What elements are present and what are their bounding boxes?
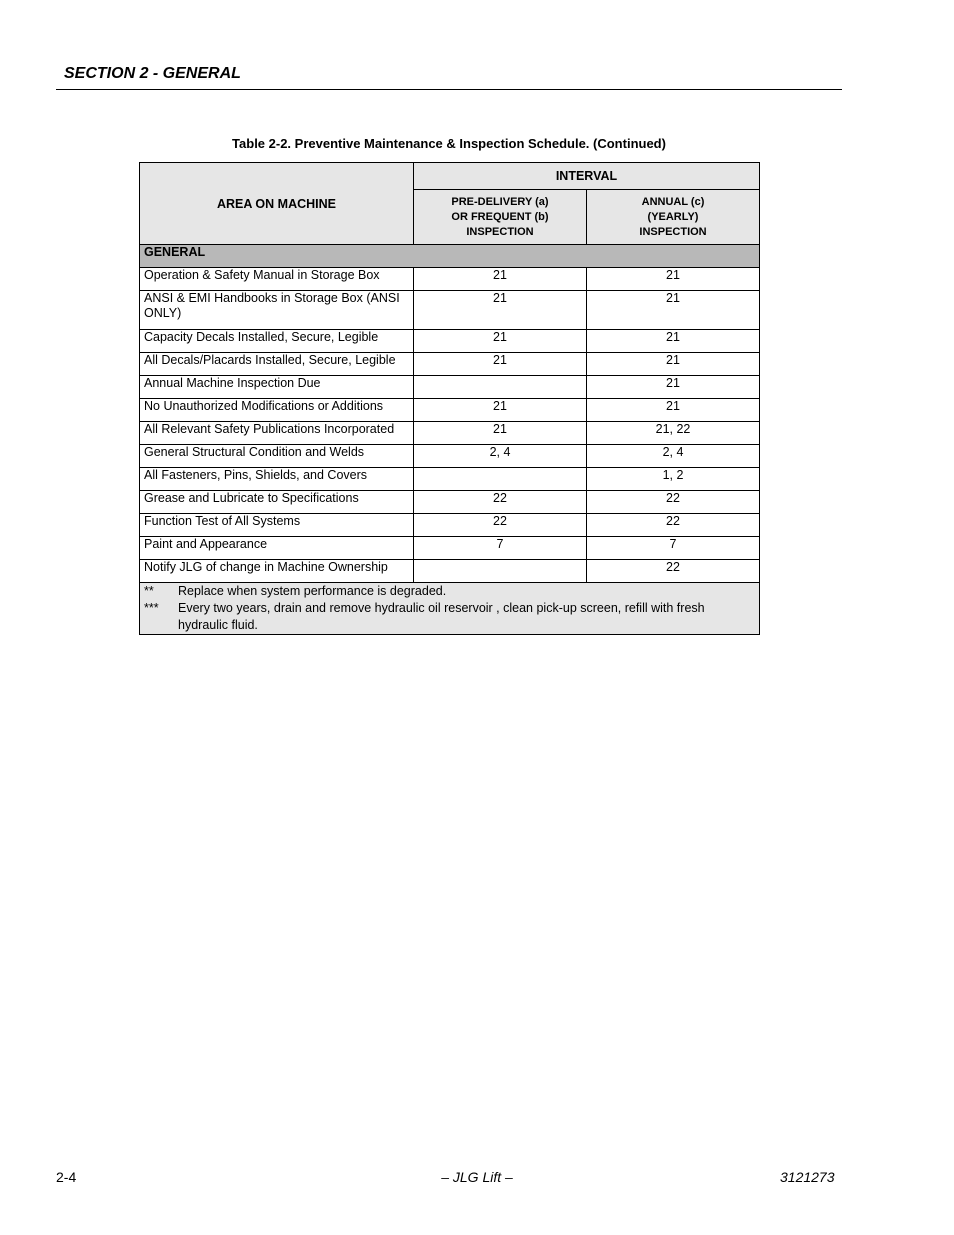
- predelivery-cell: 21: [414, 353, 587, 376]
- table-row: [140, 560, 760, 583]
- predelivery-cell: 22: [414, 514, 587, 537]
- area-cell: Operation & Safety Manual in Storage Box: [140, 268, 414, 291]
- footer-publisher: – JLG Lift –: [441, 1169, 513, 1185]
- annual-line-2: (YEARLY): [647, 210, 699, 223]
- table-row: [140, 353, 760, 376]
- note-line: [144, 583, 755, 600]
- annual-cell: 2, 4: [587, 445, 760, 468]
- predelivery-cell: [414, 376, 587, 399]
- area-cell: All Decals/Placards Installed, Secure, Legible: [140, 353, 414, 376]
- predelivery-line-3: INSPECTION: [466, 225, 534, 238]
- predelivery-line-1: PRE-DELIVERY (a): [451, 195, 549, 208]
- table-row: [140, 399, 760, 422]
- note-text: Every two years, drain and remove hydraulic oil reservoir , clean pick-up screen, refill with fresh hydraulic fluid.: [178, 601, 705, 632]
- table-row: [140, 376, 760, 399]
- note-line: [144, 600, 755, 634]
- table-row: [140, 491, 760, 514]
- table-row: [140, 268, 760, 291]
- area-cell: All Relevant Safety Publications Incorporated: [140, 422, 414, 445]
- column-header-area: AREA ON MACHINE: [140, 163, 414, 245]
- annual-cell: 1, 2: [587, 468, 760, 491]
- section-label-general: GENERAL: [140, 245, 760, 268]
- note-text: Replace when system performance is degraded.: [178, 584, 447, 598]
- area-cell: No Unauthorized Modifications or Additions: [140, 399, 414, 422]
- column-header-interval: INTERVAL: [414, 163, 760, 190]
- predelivery-cell: 21: [414, 399, 587, 422]
- predelivery-cell: 21: [414, 330, 587, 353]
- header-divider: [56, 89, 842, 90]
- area-cell: Capacity Decals Installed, Secure, Legible: [140, 330, 414, 353]
- annual-line-1: ANNUAL (c): [641, 195, 705, 208]
- predelivery-cell: 7: [414, 537, 587, 560]
- maintenance-schedule-table: [139, 162, 760, 635]
- table-row: [140, 330, 760, 353]
- area-cell: Annual Machine Inspection Due: [140, 376, 414, 399]
- predelivery-cell: 21: [414, 422, 587, 445]
- area-cell: Notify JLG of change in Machine Ownership: [140, 560, 414, 583]
- annual-cell: 21: [587, 268, 760, 291]
- predelivery-cell: [414, 560, 587, 583]
- table-row: [140, 468, 760, 491]
- column-header-annual: [587, 190, 760, 245]
- annual-line-3: INSPECTION: [639, 225, 707, 238]
- annual-cell: 21: [587, 399, 760, 422]
- annual-cell: 21: [587, 376, 760, 399]
- predelivery-cell: [414, 468, 587, 491]
- annual-cell: 22: [587, 514, 760, 537]
- table-row: [140, 291, 760, 330]
- area-cell: All Fasteners, Pins, Shields, and Covers: [140, 468, 414, 491]
- area-cell: Paint and Appearance: [140, 537, 414, 560]
- section-title: SECTION 2 - GENERAL: [64, 65, 241, 82]
- column-header-predelivery: [414, 190, 587, 245]
- predelivery-cell: 2, 4: [414, 445, 587, 468]
- annual-cell: 22: [587, 560, 760, 583]
- table-row: [140, 537, 760, 560]
- table-row: [140, 422, 760, 445]
- table-row: [140, 514, 760, 537]
- annual-cell: 21, 22: [587, 422, 760, 445]
- area-cell: ANSI & EMI Handbooks in Storage Box (ANSI ONLY): [140, 291, 414, 330]
- page-number: 2-4: [56, 1169, 77, 1185]
- area-cell: General Structural Condition and Welds: [140, 445, 414, 468]
- document-number: 3121273: [780, 1169, 835, 1185]
- area-cell: Grease and Lubricate to Specifications: [140, 491, 414, 514]
- predelivery-line-2: OR FREQUENT (b): [451, 210, 549, 223]
- note-mark: ***: [144, 601, 159, 615]
- table-caption: Table 2-2. Preventive Maintenance & Inspection Schedule. (Continued): [232, 136, 666, 151]
- note-mark: **: [144, 584, 154, 598]
- predelivery-cell: 21: [414, 268, 587, 291]
- annual-cell: 21: [587, 291, 760, 330]
- predelivery-cell: 21: [414, 291, 587, 330]
- annual-cell: 21: [587, 330, 760, 353]
- area-cell: Function Test of All Systems: [140, 514, 414, 537]
- predelivery-cell: 22: [414, 491, 587, 514]
- table-row: [140, 445, 760, 468]
- annual-cell: 21: [587, 353, 760, 376]
- table-notes: [140, 583, 760, 635]
- annual-cell: 22: [587, 491, 760, 514]
- annual-cell: 7: [587, 537, 760, 560]
